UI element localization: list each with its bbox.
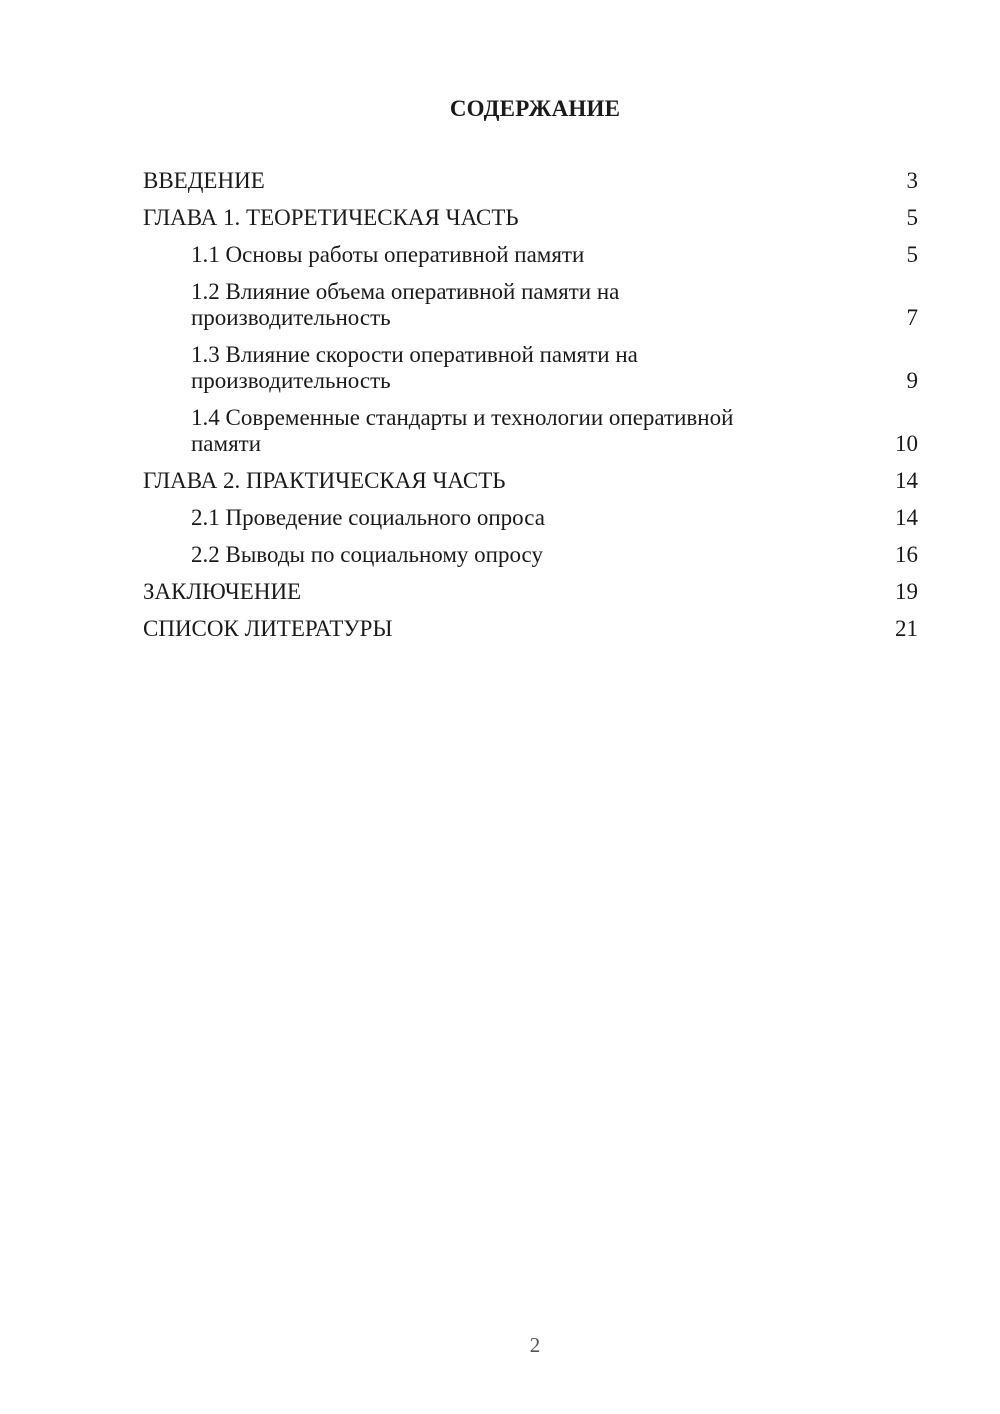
toc-entry-text: ГЛАВА 1. ТЕОРЕТИЧЕСКАЯ ЧАСТЬ (143, 205, 519, 230)
table-of-contents (143, 168, 918, 642)
page-number: 2 (529, 1333, 541, 1357)
toc-entry-chapter-1[interactable] (143, 205, 918, 231)
toc-entry-introduction[interactable] (143, 168, 918, 194)
toc-entry-page: 14 (895, 505, 918, 530)
toc-entry-text: 2.1 Проведение социального опроса (191, 505, 545, 530)
toc-entry-text: ГЛАВА 2. ПРАКТИЧЕСКАЯ ЧАСТЬ (143, 468, 506, 493)
toc-entry-page: 5 (906, 242, 918, 267)
toc-entry-page: 3 (906, 168, 918, 193)
toc-entry-page: 14 (895, 468, 918, 493)
toc-entry-text: СПИСОК ЛИТЕРАТУРЫ (143, 616, 393, 641)
toc-entry-section-1-4[interactable] (143, 405, 918, 457)
toc-entry-text: 1.4 Современные стандарты и технологии оперативной памяти (191, 405, 734, 456)
toc-entry-page: 5 (906, 205, 918, 230)
toc-entry-section-2-1[interactable] (143, 505, 918, 531)
toc-entry-page: 16 (895, 542, 918, 567)
toc-entry-page: 7 (906, 305, 918, 330)
toc-entry-text: ЗАКЛЮЧЕНИЕ (143, 579, 302, 604)
toc-entry-page: 21 (895, 616, 918, 641)
toc-entry-page: 10 (895, 431, 918, 456)
toc-entry-page: 9 (906, 368, 918, 393)
toc-entry-text: 2.2 Выводы по социальному опросу (191, 542, 543, 567)
toc-entry-text: 1.3 Влияние скорости оперативной памяти на производительность (191, 342, 638, 393)
toc-entry-references[interactable] (143, 616, 918, 642)
toc-entry-section-1-2[interactable] (143, 279, 918, 331)
toc-entry-conclusion[interactable] (143, 579, 918, 605)
toc-entry-section-2-2[interactable] (143, 542, 918, 568)
toc-entry-section-1-3[interactable] (143, 342, 918, 394)
toc-entry-chapter-2[interactable] (143, 468, 918, 494)
toc-entry-text: ВВЕДЕНИЕ (143, 168, 265, 193)
toc-title: СОДЕРЖАНИЕ (449, 96, 621, 121)
toc-entry-text: 1.1 Основы работы оперативной памяти (191, 242, 585, 267)
toc-entry-section-1-1[interactable] (143, 242, 918, 268)
toc-entry-page: 19 (895, 579, 918, 604)
toc-entry-text: 1.2 Влияние объема оперативной памяти на производительность (191, 279, 620, 330)
